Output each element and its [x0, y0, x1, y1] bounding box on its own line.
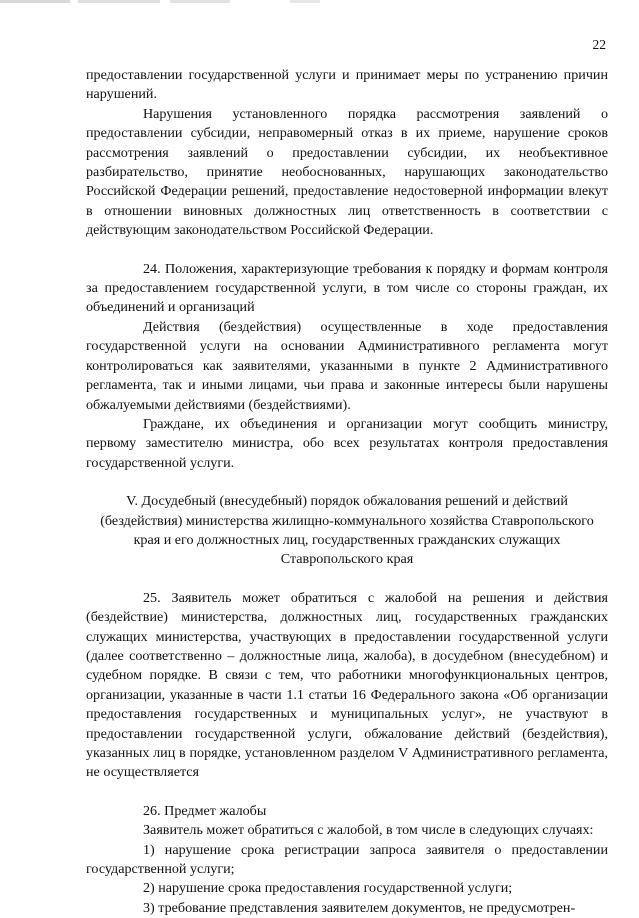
document-body: [86, 66, 608, 918]
spacer: [86, 570, 608, 589]
page-number: 22: [592, 37, 606, 52]
section-26-title: 26. Предмет жалобы: [143, 802, 267, 819]
paragraph-26-intro: Заявитель может обратиться с жалобой, в том числе в следующих случаях:: [143, 822, 594, 839]
spacer: [86, 783, 608, 802]
paragraph-violations: Нарушения установленного порядка рассмотрения заявлений о предоставлении субсидии, неправомерный отказ в их приеме, нарушение сроков рассмотрения заявлений о предоставлении субсидии, их необъективное разбирательство, принятие необоснованных, нарушающих законодательство Российской Федерации решений, предоставление недостоверной информации влекут в отношении виновных должностных лиц ответственность в соответствии с действующим законодательством Российской Федерации.: [86, 105, 608, 239]
section-5-heading: V. Досудебный (внесудебный) порядок обжалования решений и действий (бездействия) министерства жилищно-коммунального хозяйства Ставропольского края и его должностных лиц, государственных гражданских служащих Ставропольского края: [100, 493, 594, 568]
list-item-2: 2) нарушение срока предоставления государственной услуги;: [143, 880, 513, 897]
scan-artifact-line: [0, 0, 320, 3]
list-item-3: 3) требование представления заявителем документов, не предусмотрен-: [143, 899, 576, 916]
section-24-title: 24. Положения, характеризующие требования к порядку и формам контроля за предоставлением государственной услуги, в том числе со стороны граждан, их объединений и организаций: [86, 260, 608, 316]
paragraph-continuation: предоставлении государственной услуги и принимает меры по устранению причин нарушений.: [86, 67, 608, 103]
paragraph-24-actions: Действия (бездействия) осуществленные в ходе предоставления государственной услуги на основании Административного регламента могут контролироваться как заявителями, указанными в пункте 2 Административного регламента, так и иными лицами, чьи права и законные интересы были нарушены обжалуемыми действиями (бездействиями).: [86, 318, 608, 413]
spacer: [86, 241, 608, 260]
paragraph-25: 25. Заявитель может обратиться с жалобой на решения и действия (бездействие) министерства, должностных лиц, государственных гражданских служащих министерства, участвующих в предоставлении государственной услуги (далее соответственно – должностные лица, жалоба), в досудебном (внесудебном) и судебном порядке. В связи с тем, что работники многофункциональных центров, организации, указанные в части 1.1 статьи 16 Федерального закона «Об организации предоставления государственных и муниципальных услуг», не участвуют в предоставлении государственной услуги, обжалование действий (бездействия), указанных лиц в порядке, установленном разделом V Административного регламента, не осуществляется: [86, 589, 608, 781]
spacer: [86, 473, 608, 492]
list-item-1: 1) нарушение срока регистрации запроса заявителя о предоставлении государственной услуги;: [86, 841, 608, 878]
paragraph-24-citizens: Граждане, их объединения и организации могут сообщить министру, первому заместителю министра, обо всех результатах контроля предоставления государственной услуги.: [86, 415, 608, 471]
